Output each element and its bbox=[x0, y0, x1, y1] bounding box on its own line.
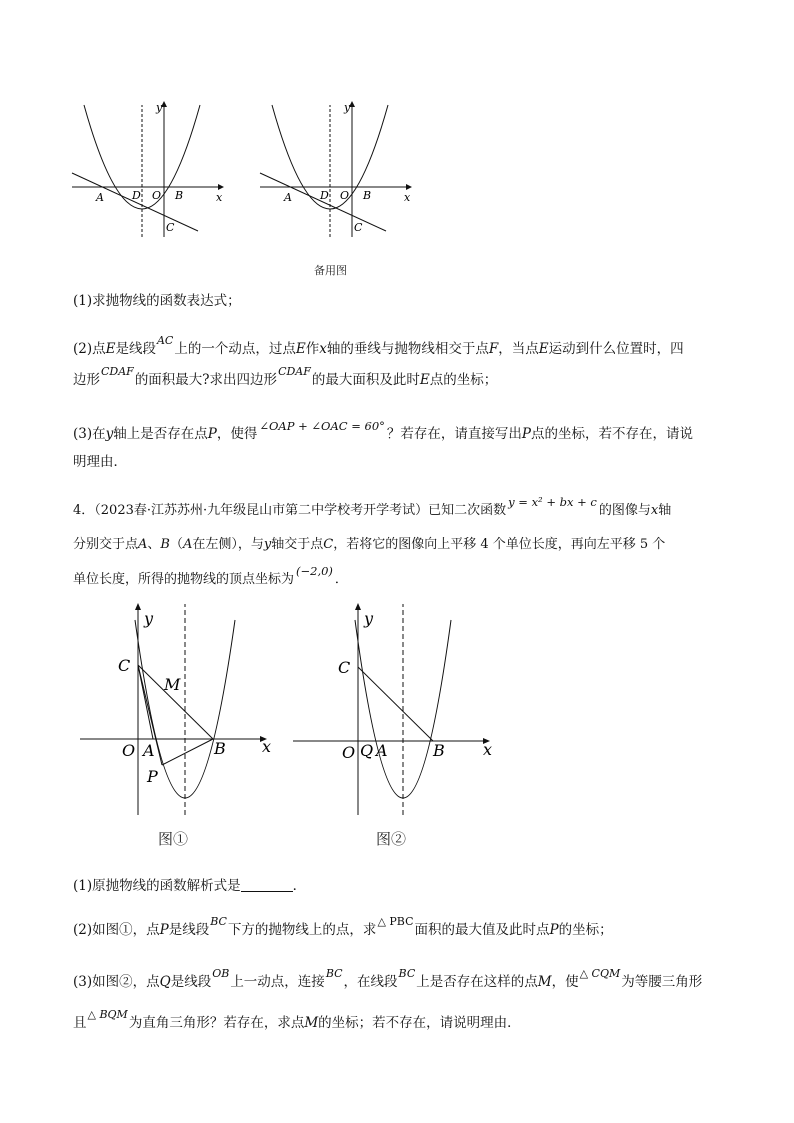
text: 的图像与 bbox=[598, 503, 651, 518]
label-O: O bbox=[122, 741, 136, 760]
text: 分别交于点 bbox=[73, 537, 139, 552]
label-D: D bbox=[320, 189, 329, 202]
text: ，当点 bbox=[498, 341, 539, 357]
math-BC: BC bbox=[398, 967, 416, 980]
text: 运动到什么位置时，四 bbox=[548, 341, 684, 357]
text: 的坐标； bbox=[558, 922, 613, 938]
math-M: M bbox=[304, 1015, 319, 1031]
text: 面积的最大值及此时点 bbox=[414, 922, 550, 938]
text: (3)在 bbox=[73, 426, 106, 442]
text: 是线段 bbox=[115, 341, 156, 357]
math-x: x bbox=[650, 503, 659, 518]
label-y: y bbox=[344, 101, 351, 114]
text: (3)如图②，点 bbox=[73, 974, 160, 990]
label-x: x bbox=[483, 740, 493, 759]
text: 在左侧），与 bbox=[192, 537, 264, 552]
math-AC: AC bbox=[156, 334, 174, 347]
label-O: O bbox=[152, 189, 162, 202]
text: ． bbox=[334, 572, 348, 587]
q3-part3 bbox=[73, 420, 723, 476]
label-A: A bbox=[284, 191, 292, 204]
text: 的面积最大?求出四边形 bbox=[134, 372, 278, 388]
label-y: y bbox=[364, 609, 374, 628]
figure-caption-spare: 备用图 bbox=[314, 264, 347, 277]
label-A: A bbox=[376, 741, 388, 760]
math-E: E bbox=[295, 341, 306, 357]
math-P: P bbox=[159, 922, 169, 938]
label-x: x bbox=[404, 191, 411, 204]
label-P: P bbox=[147, 767, 158, 786]
text: (1)原抛物线的函数解析式是 bbox=[73, 878, 241, 894]
text: 轴的垂线与抛物线相交于点 bbox=[326, 341, 489, 357]
label-C: C bbox=[166, 221, 175, 234]
figure-1-caption: 图① bbox=[158, 830, 189, 848]
text: 4．（2023春·江苏苏州·九年级昆山市第二中学校考开学考试）已知二次函数 bbox=[73, 503, 507, 518]
math-vertex: (−2,0) bbox=[296, 564, 333, 578]
q4-part2 bbox=[73, 915, 723, 943]
math-CDAF: CDAF bbox=[278, 365, 311, 378]
math-E: E bbox=[538, 341, 549, 357]
math-OB: OB bbox=[212, 967, 230, 980]
math-M: M bbox=[537, 974, 552, 990]
text: 为直角三角形？若存在，求点 bbox=[128, 1015, 305, 1031]
figure-2-caption: 图② bbox=[376, 830, 407, 848]
math-B: B bbox=[160, 537, 170, 552]
label-B: B bbox=[214, 739, 226, 758]
label-Q: Q bbox=[360, 741, 374, 760]
figure-1-diagram bbox=[80, 600, 280, 860]
text: ，若将它的图像向上平移 4 个单位长度，再向左平移 5 个 bbox=[333, 537, 666, 552]
text: 点的坐标，若不存在，请说 bbox=[531, 426, 694, 442]
text: (2)点 bbox=[73, 341, 106, 357]
label-A: A bbox=[143, 741, 155, 760]
text: 的最大面积及此时 bbox=[311, 372, 420, 388]
text: ，使得 bbox=[216, 426, 258, 442]
text: 明理由． bbox=[73, 454, 127, 470]
answer-blank[interactable] bbox=[241, 877, 293, 892]
text: 上的一个动点，过点 bbox=[174, 341, 296, 357]
math-quadratic: y = x² + bx + c bbox=[508, 495, 597, 509]
math-y: y bbox=[105, 426, 114, 442]
math-F: F bbox=[488, 341, 499, 357]
text: 是线段 bbox=[170, 974, 212, 990]
text: ． bbox=[292, 878, 307, 894]
label-D: D bbox=[132, 189, 141, 202]
text: (2)如图①，点 bbox=[73, 922, 160, 938]
math-E: E bbox=[419, 372, 430, 388]
q3-part1 bbox=[73, 289, 723, 313]
top-figure-1 bbox=[60, 95, 240, 245]
text: 作 bbox=[305, 341, 320, 357]
q3-part2 bbox=[73, 334, 723, 396]
text: （ bbox=[169, 537, 183, 552]
q4-part1 bbox=[73, 874, 723, 898]
text: 且 bbox=[73, 1015, 87, 1031]
text: ，在线段 bbox=[343, 974, 398, 990]
math-A: A bbox=[138, 537, 148, 552]
label-C: C bbox=[338, 658, 351, 677]
math-CDAF: CDAF bbox=[101, 365, 134, 378]
math-BC: BC bbox=[325, 967, 343, 980]
text: 上是否存在这样的点 bbox=[416, 974, 538, 990]
math-C: C bbox=[323, 537, 334, 552]
label-B: B bbox=[433, 741, 445, 760]
math-triangle-CQM: △ CQM bbox=[579, 967, 621, 980]
math-triangle-BQM: △ BQM bbox=[87, 1008, 128, 1021]
math-triangle-PBC: △ PBC bbox=[377, 915, 414, 928]
label-x: x bbox=[216, 191, 223, 204]
math-E: E bbox=[105, 341, 116, 357]
math-x: x bbox=[319, 341, 327, 357]
q3-part1-text: (1)求抛物线的函数表达式； bbox=[73, 293, 241, 309]
text: 点的坐标； bbox=[429, 372, 498, 388]
text: 轴 bbox=[658, 503, 672, 518]
math-P: P bbox=[207, 426, 217, 442]
figure-2-diagram bbox=[293, 600, 503, 860]
text: 上一动点，连接 bbox=[230, 974, 325, 990]
q4-intro bbox=[73, 493, 723, 597]
math-P: P bbox=[521, 426, 532, 442]
text: 为等腰三角形 bbox=[621, 974, 703, 990]
top-figure-2 bbox=[248, 95, 428, 245]
label-C: C bbox=[354, 221, 363, 234]
math-BC: BC bbox=[210, 915, 227, 928]
label-B: B bbox=[175, 189, 184, 202]
label-M: M bbox=[164, 675, 181, 694]
math-y: y bbox=[263, 537, 272, 552]
label-C: C bbox=[118, 656, 131, 675]
math-angle-equation: ∠OAP + ∠OAC = 60° bbox=[259, 419, 385, 433]
q4-part3 bbox=[73, 962, 723, 1044]
text: 是线段 bbox=[168, 922, 210, 938]
q4-figure-1 bbox=[80, 600, 280, 860]
label-y: y bbox=[156, 101, 163, 114]
text: 边形 bbox=[73, 372, 100, 388]
math-P: P bbox=[549, 922, 559, 938]
q4-figure-2 bbox=[293, 600, 503, 860]
text: 单位长度，所得的抛物线的顶点坐标为 bbox=[73, 572, 295, 587]
text: ？若存在，请直接写出 bbox=[386, 426, 522, 442]
label-y: y bbox=[144, 609, 154, 628]
text: 、 bbox=[147, 537, 161, 552]
label-B: B bbox=[363, 189, 372, 202]
text: 下方的抛物线上的点，求 bbox=[227, 922, 377, 938]
text: ，使 bbox=[551, 974, 579, 990]
text: 的坐标；若不存在，请说明理由． bbox=[318, 1015, 521, 1031]
text: 轴上是否存在点 bbox=[113, 426, 208, 442]
label-O: O bbox=[340, 189, 350, 202]
parabola-diagram-1 bbox=[60, 95, 240, 245]
text: 轴交于点 bbox=[271, 537, 324, 552]
math-A: A bbox=[183, 537, 193, 552]
label-x: x bbox=[262, 737, 272, 756]
label-A: A bbox=[96, 191, 104, 204]
math-Q: Q bbox=[159, 974, 171, 990]
label-O: O bbox=[342, 743, 356, 762]
parabola-diagram-2 bbox=[248, 95, 428, 245]
